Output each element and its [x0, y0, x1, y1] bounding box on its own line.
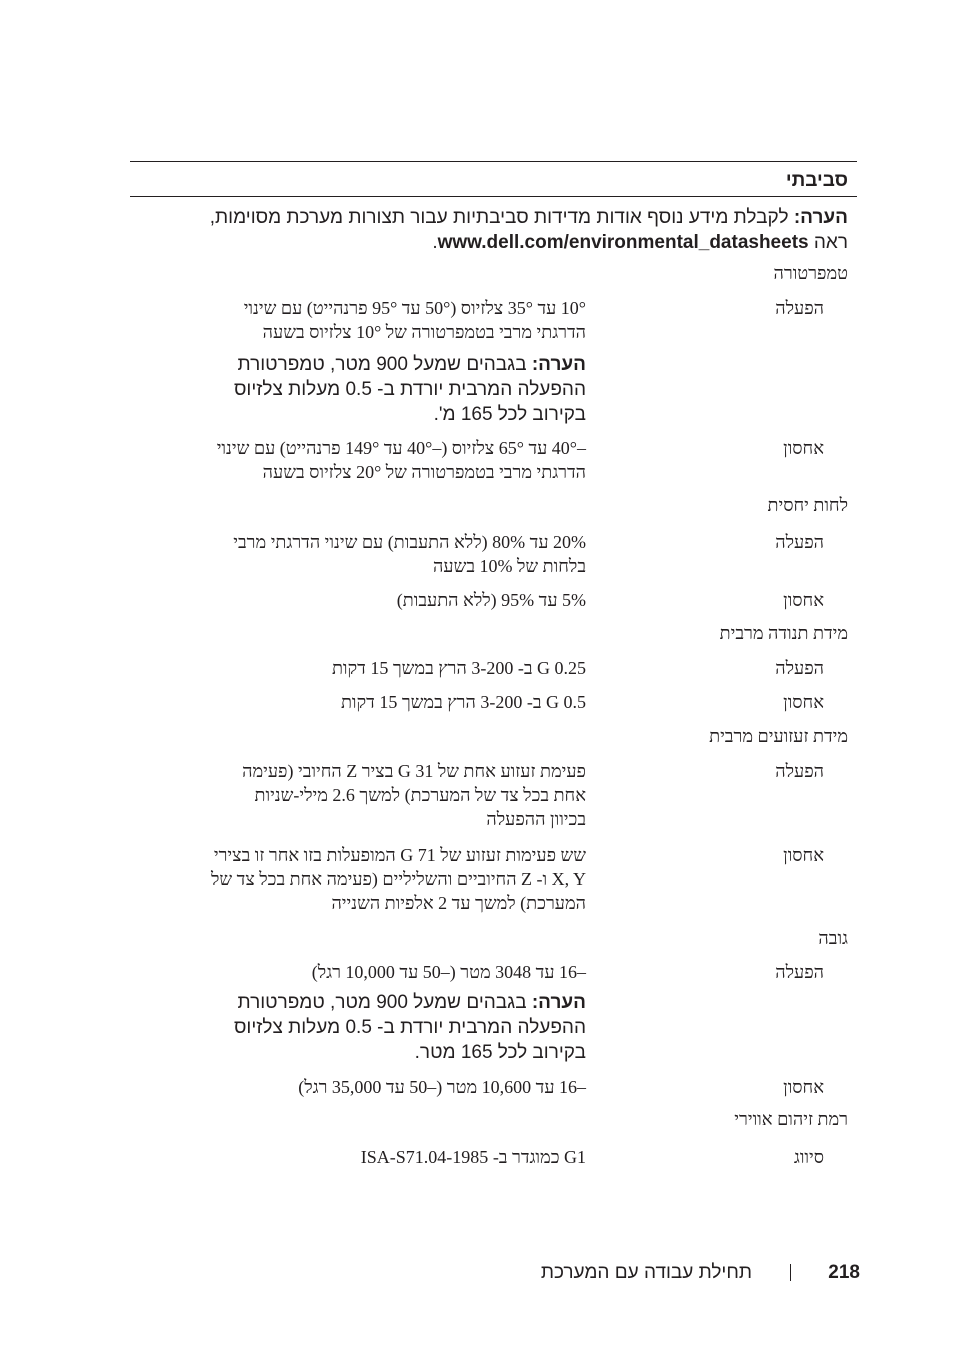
temperature-operating-value: 10° עד 35° צלזיוס (50° עד 95° פרנהייט) עם שינוי הדרגתי מרבי בטמפרטורה של 10° צלזיוס בשעה	[243, 298, 586, 342]
temperature-storage-label: אחסון	[783, 438, 824, 458]
temperature-title: טמפרטורה	[773, 263, 848, 283]
altitude-operating-value: –16 עד 3048 מטר (–50 עד 10,000 רגל)	[311, 962, 586, 982]
heading-rule	[130, 196, 857, 197]
altitude-storage-value: –16 עד 10,600 מטר (–50 עד 35,000 רגל)	[298, 1077, 586, 1097]
humidity-operating-value: 20% עד 80% (ללא התעבות) עם שינוי הדרגתי מרבי בלחות של 10% בשעה	[233, 532, 586, 576]
note-end: .	[432, 232, 438, 253]
footer-separator	[790, 1264, 791, 1281]
top-rule	[130, 161, 857, 162]
altitude-operating-label: הפעלה	[775, 962, 824, 982]
temperature-storage-value: –40° עד 65° צלזיוס (–40° עד 149° פרנהייט) עם שינוי הדרגתי מרבי בטמפרטורה של 20° צלזיוס בשעה	[216, 438, 586, 482]
temperature-operating-note: הערה: בגבהים שמעל 900 מטר, טמפרטורת ההפעלה המרבית יורדת ב- 0.5 מעלות צלזיוס בקירוב לכל 165 מ'.	[233, 354, 586, 425]
altitude-operating-note: הערה: בגבהים שמעל 900 מטר, טמפרטורת ההפעלה המרבית יורדת ב- 0.5 מעלות צלזיוס בקירוב לכל 165 מטר.	[233, 992, 586, 1063]
vibration-storage-label: אחסון	[783, 692, 824, 712]
vibration-operating-value: 0.25 G ב- 3-200 הרץ במשך 15 דקות	[331, 658, 586, 678]
shock-title: מידת זעזועים מרבית	[709, 726, 848, 746]
humidity-storage-value: 5% עד 95% (ללא התעבות)	[396, 590, 586, 610]
datasheets-link[interactable]: www.dell.com/environmental_datasheets	[437, 232, 809, 253]
altitude-title: גובה	[818, 928, 848, 948]
temperature-operating-label: הפעלה	[775, 298, 824, 318]
altitude-storage-label: אחסון	[783, 1077, 824, 1097]
shock-storage-label: אחסון	[783, 845, 824, 865]
airborne-class-value: G1 כמוגדר ב- ISA-S71.04-1985	[360, 1147, 586, 1167]
vibration-title: מידת תנודה מרבית	[719, 623, 848, 643]
shock-operating-value: פעימת זעזוע אחת של 31 G בציר Z החיובי (פעימה אחת בכל צד של המערכת) למשך 2.6 מילי-שניות בכיוון ההפעלה	[242, 761, 586, 829]
humidity-storage-label: אחסון	[783, 590, 824, 610]
note-text: לקבלת מידע נוסף אודות מדידות סביבתיות עבור תצורות מערכת מסוימות, ראה	[209, 207, 848, 253]
airborne-class-label: סיווג	[793, 1147, 824, 1167]
note-label: הערה:	[793, 207, 848, 228]
top-note	[208, 205, 848, 255]
humidity-operating-label: הפעלה	[775, 532, 824, 552]
vibration-operating-label: הפעלה	[775, 658, 824, 678]
footer-title: תחילת עבודה עם המערכת	[540, 1262, 752, 1283]
page-number: 218	[828, 1262, 860, 1283]
airborne-title: רמת זיהום אווירי	[734, 1109, 848, 1129]
vibration-storage-value: 0.5 G ב- 3-200 הרץ במשך 15 דקות	[340, 692, 586, 712]
shock-storage-value: שש פעימות זעזוע של 71 G המופעלות בזו אחר זו בצירי X, Y ו- Z החיוביים והשליליים (פעימה אחת בכל צד של המערכת) למשך עד 2 אלפיות השנייה	[211, 845, 586, 913]
section-title: סביבתי	[785, 170, 848, 191]
humidity-title: לחות יחסית	[767, 495, 848, 515]
shock-operating-label: הפעלה	[775, 761, 824, 781]
